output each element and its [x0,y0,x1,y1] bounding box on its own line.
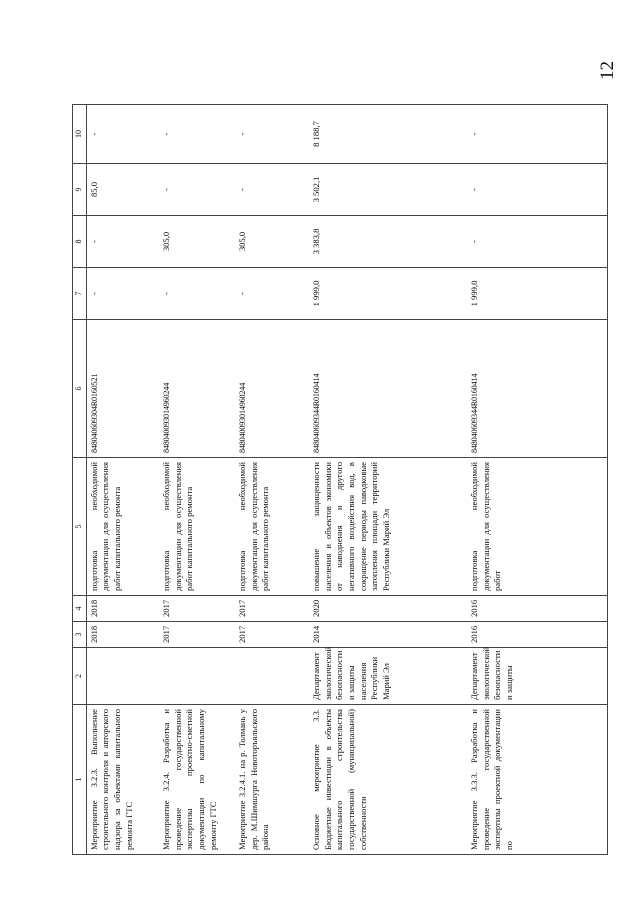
end-year: 2016 [467,596,607,622]
expected-result: подготовка необходимой документации для осуществления работ капитального ремонта [86,458,159,596]
column-header: 10 [73,105,87,164]
value-col9: 85,0 [86,164,159,216]
start-year: 2018 [86,622,159,648]
executor [235,648,309,705]
value-col10: 8 188,7 [309,105,467,164]
table-row [467,105,607,855]
value-col7: - [159,268,235,320]
header-row [73,105,87,855]
value-col9: - [467,164,607,216]
value-col9: 3 502,1 [309,164,467,216]
executor: Департамент экологической безопасности и защиты населения Республики Марий Эл [309,648,467,705]
value-col7: - [86,268,159,320]
start-year: 2017 [235,622,309,648]
column-header: 5 [73,458,87,596]
start-year: 2016 [467,622,607,648]
table-row [309,105,467,855]
value-col8: 305,0 [159,216,235,268]
budget-code: 848040093014960244 [159,320,235,458]
column-header: 4 [73,596,87,622]
start-year: 2017 [159,622,235,648]
measure-name: Мероприятие 3.2.3. Выполнение строительного контроля и авторского надзора за объектами капитального ремонта ГТС [86,705,159,855]
column-header: 2 [73,648,87,705]
table-row [159,105,235,855]
end-year: 2017 [235,596,309,622]
value-col10: - [86,105,159,164]
value-col8: 305,0 [235,216,309,268]
budget-code: 848040609344R0160414 [309,320,467,458]
value-col10: - [235,105,309,164]
measure-name: Мероприятие 3.2.4.1. на р. Толмань у дер. М.Шимшурга Новоторъяльского района [235,705,309,855]
value-col10: - [467,105,607,164]
budget-code: 848040093014960244 [235,320,309,458]
value-col7: 1 999,0 [467,268,607,320]
value-col8: 3 383,8 [309,216,467,268]
column-header: 9 [73,164,87,216]
expected-result: подготовка необходимой документации для осуществления работ капитального ремонта [159,458,235,596]
end-year: 2020 [309,596,467,622]
table-row [235,105,309,855]
column-header: 8 [73,216,87,268]
column-header: 7 [73,268,87,320]
column-header: 3 [73,622,87,648]
value-col9: - [235,164,309,216]
value-col9: - [159,164,235,216]
page-number: 12 [597,61,618,80]
value-col8: - [467,216,607,268]
expected-result: подготовка необходимой документации для осуществления работ [467,458,607,596]
measure-name: Мероприятие 3.2.4. Разработка и проведение государственной экспертизы проектно-сметной документации по капитальному ремонту ГТС [159,705,235,855]
expected-result: подготовка необходимой документации для осуществления работ капитального ремонта [235,458,309,596]
end-year: 2017 [159,596,235,622]
measure-name: Основное мероприятие 3.3. Бюджетные инвестиции в объекты капитального строительства государственной (муниципальной) собственности [309,705,467,855]
table-row [86,105,159,855]
budget-code: 848040609304R0160521 [86,320,159,458]
executor [159,648,235,705]
budget-code: 848040609344R0160414 [467,320,607,458]
value-col7: 1 999,0 [309,268,467,320]
value-col7: - [235,268,309,320]
column-header: 1 [73,705,87,855]
measure-name: Мероприятие 3.3.3. Разработка и проведение государственной экспертизы проектной документации по [467,705,607,855]
rotated-table-wrapper [72,105,615,855]
executor [86,648,159,705]
value-col10: - [159,105,235,164]
end-year: 2018 [86,596,159,622]
start-year: 2014 [309,622,467,648]
column-header: 6 [73,320,87,458]
executor: Департамент экологической безопасности и защиты [467,648,607,705]
program-table [72,104,608,855]
expected-result: повышение защищенности населения и объектов экономики от наводнения и другого негативного воздействия вод, в сокращение периоды паводковые затопления площади территорий Республики Марий Эл [309,458,467,596]
value-col8: - [86,216,159,268]
